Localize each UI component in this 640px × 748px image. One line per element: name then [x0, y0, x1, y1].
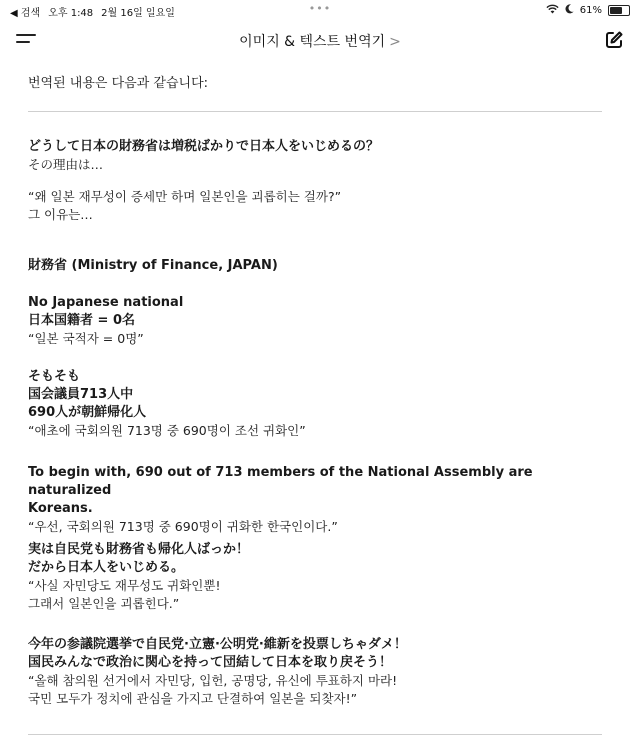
japanese-line: 国民みんなで政治に関心を持って団結して日本を取り戻そう！: [28, 655, 393, 670]
korean-line: “왜 일본 재무성이 증세만 하며 일본인을 괴롭히는 걸까?”: [28, 189, 342, 204]
english-line: To begin with, 690 out of 713 members of the National Assembly are naturalized: [28, 465, 533, 498]
back-to-search-link[interactable]: ◀ 검색: [10, 8, 41, 19]
korean-line: “사실 자민당도 재무성도 귀화인뿐!: [28, 578, 221, 593]
multitasking-dots[interactable]: •••: [308, 2, 332, 15]
japanese-line: 国会議員713人中: [28, 387, 134, 402]
translation-block: [28, 636, 618, 708]
title-text: 이미지 & 텍스트 번역기: [239, 34, 386, 50]
korean-line: “애초에 국회의원 713명 중 690명이 조선 귀화인”: [28, 423, 306, 438]
chevron-right-icon: >: [389, 34, 401, 50]
japanese-line: その理由は…: [28, 157, 104, 172]
spacer: [28, 174, 618, 188]
translation-block: [28, 464, 618, 536]
top-divider: [28, 111, 602, 112]
status-time: 오후 1:48: [48, 8, 94, 19]
japanese-line: 今年の参議院選挙で自民党·立憲·公明党·維新を投票しちゃダメ！: [28, 637, 407, 652]
message-content: [28, 70, 608, 112]
translation-block: [28, 138, 618, 224]
translation-block: [28, 368, 618, 440]
moon-icon: [565, 4, 574, 17]
japanese-line: だから日本人をいじめる。: [28, 560, 185, 575]
conversation-title[interactable]: [0, 31, 640, 51]
english-line: No Japanese national: [28, 295, 184, 310]
battery-percent: 61%: [579, 5, 602, 16]
battery-icon: [608, 5, 630, 16]
nav-bar: [0, 22, 640, 60]
japanese-line: 実は自民党も財務省も帰化人ばっか！: [28, 542, 250, 557]
intro-text: 번역된 내용은 다음과 같습니다:: [28, 76, 209, 91]
japanese-line: そもそも: [28, 369, 81, 384]
japanese-line: 日本国籍者 = 0名: [28, 313, 135, 328]
heading-line: 財務省 (Ministry of Finance, JAPAN): [28, 258, 278, 273]
status-date: 2월 16일 일요일: [101, 8, 175, 19]
compose-icon: [604, 30, 624, 50]
korean-line: “우선, 국회의원 713명 중 690명이 귀화한 한국인이다.”: [28, 519, 338, 534]
japanese-line: 690人が朝鮮帰化人: [28, 405, 147, 420]
translation-block: [28, 294, 618, 348]
korean-line: 그래서 일본인을 괴롭힌다.”: [28, 596, 180, 611]
translation-block: [28, 541, 618, 613]
wifi-icon: [546, 4, 559, 17]
japanese-line: どうして日本の財務省は増税ばかりで日本人をいじめるの？: [28, 139, 380, 154]
new-chat-button[interactable]: [604, 30, 626, 52]
korean-line: 그 이유는…: [28, 207, 93, 222]
translation-block: [28, 257, 618, 275]
korean-line: 국민 모두가 정치에 관심을 가지고 단결하여 일본을 되찾자!”: [28, 691, 358, 706]
status-bar: [0, 0, 640, 22]
bottom-divider: [28, 734, 602, 735]
korean-line: “일본 국적자 = 0명”: [28, 331, 144, 346]
english-line: Koreans.: [28, 501, 93, 516]
korean-line: “올해 참의원 선거에서 자민당, 입헌, 공명당, 유신에 투표하지 마라!: [28, 673, 398, 688]
